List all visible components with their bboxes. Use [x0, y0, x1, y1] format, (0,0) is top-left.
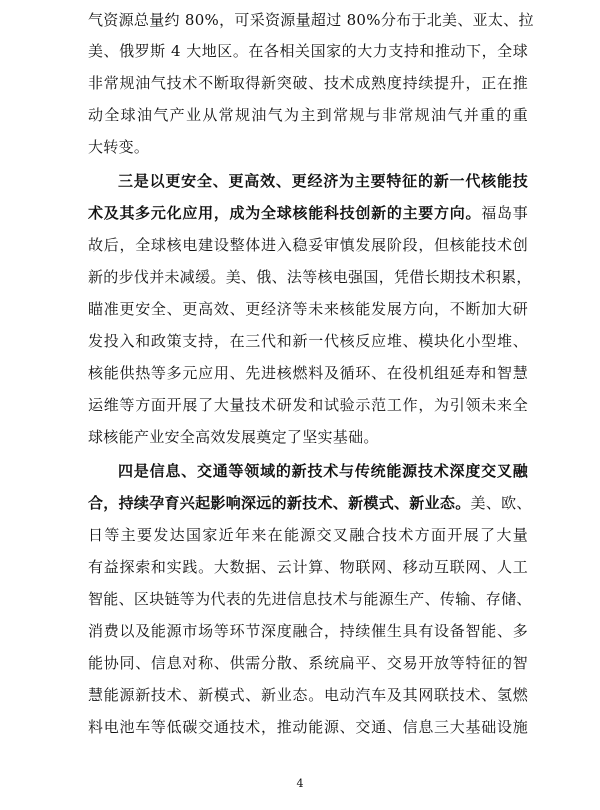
text-line: 慧能源新技术、新模式、新业态。电动汽车及其网联技术、氢燃 — [88, 686, 528, 704]
text-line: 日等主要发达国家近年来在能源交叉融合技术方面开展了大量 — [88, 526, 528, 544]
text-line: 有益探索和实践。大数据、云计算、物联网、移动互联网、人工 — [88, 558, 528, 576]
text-line: 动全球油气产业从常规油气为主到常规与非常规油气并重的重 — [88, 106, 528, 124]
body-text: 美、欧、 — [470, 494, 532, 512]
text-line: 料电池车等低碳交通技术，推动能源、交通、信息三大基础设施 — [88, 718, 528, 736]
body-text: 福岛事 — [481, 204, 528, 222]
text-line: 消费以及能源市场等环节深度融合，持续催生具有设备智能、多 — [88, 622, 528, 640]
text-line: 新的步伐并未减缓。美、俄、法等核电强国，凭借长期技术积累， — [88, 268, 532, 286]
paragraph-heading-line: 三是以更安全、更高效、更经济为主要特征的新一代核能技 — [118, 172, 528, 190]
page-number: 4 — [296, 777, 304, 790]
text-line: 球核能产业安全高效发展奠定了坚实基础。 — [88, 428, 379, 446]
text-line: 故后，全球核电建设整体进入稳妥审慎发展阶段，但核能技术创 — [88, 236, 528, 254]
paragraph-heading-text: 合，持续孕育兴起影响深远的新技术、新模式、新业态。 — [88, 494, 471, 512]
paragraph-heading-line: 四是信息、交通等领域的新技术与传统能源技术深度交叉融 — [118, 462, 528, 480]
text-line: 智能、区块链等为代表的先进信息技术与能源生产、传输、存储、 — [88, 590, 532, 608]
text-line: 运维等方面开展了大量技术研发和试验示范工作，为引领未来全 — [88, 396, 528, 414]
text-line — [88, 489, 532, 517]
text-line — [88, 199, 528, 227]
text-line: 非常规油气技术不断取得新突破、技术成熟度持续提升，正在推 — [88, 74, 528, 92]
text-line: 核能供热等多元应用、先进核燃料及循环、在役机组延寿和智慧 — [88, 364, 528, 382]
text-line: 瞄准更安全、更高效、更经济等未来核能发展方向，不断加大研 — [88, 300, 528, 318]
text-line: 大转变。 — [88, 138, 150, 156]
paragraph-heading-text: 术及其多元化应用，成为全球核能科技创新的主要方向。 — [88, 204, 482, 222]
text-line: 美、俄罗斯 4 大地区。在各相关国家的大力支持和推动下，全球 — [88, 42, 528, 60]
text-line: 气资源总量约 80%，可采资源量超过 80%分布于北美、亚太、拉 — [88, 11, 534, 29]
text-line: 发投入和政策支持，在三代和新一代核反应堆、模块化小型堆、 — [88, 332, 528, 350]
text-line: 能协同、信息对称、供需分散、系统扁平、交易开放等特征的智 — [88, 654, 528, 672]
